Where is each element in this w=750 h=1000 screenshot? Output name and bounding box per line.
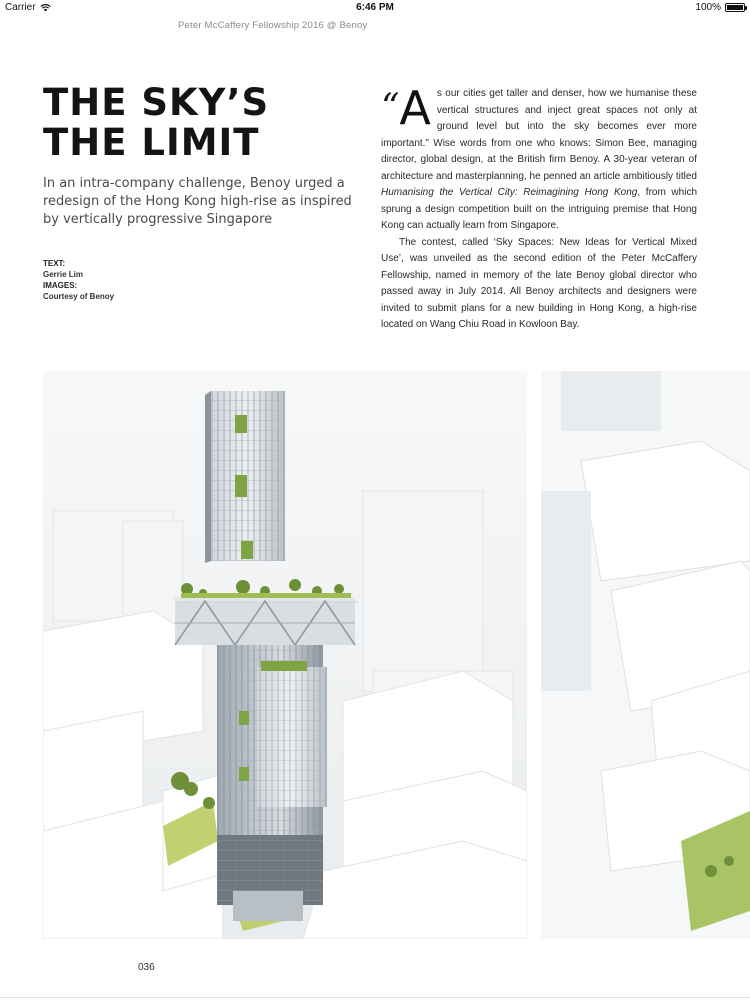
title-line-1: THE SKY’S	[43, 81, 270, 124]
tower-rendering-graphic	[43, 371, 527, 939]
tower-rendering-image	[43, 371, 527, 939]
article-body	[381, 81, 697, 334]
paragraph-2: The contest, called ‘Sky Spaces: New Ideas for Vertical Mixed Use’, was unveiled as the second edition of the Peter McCaffery Fellowship, named in memory of the late Benoy global director who passed away in July 2014. All Benoy architects and designers were invited to submit plans for a new building in Hong Kong, a high-rise located on Wang Chiu Road in Kowloon Bay.	[381, 236, 697, 330]
adjacent-rendering-graphic	[541, 371, 750, 939]
carrier-label: Carrier	[5, 2, 36, 13]
standfirst: In an intra-company challenge, Benoy urged a redesign of the Hong Kong high-rise as inspired by vertically progressive Singapore	[43, 176, 352, 227]
images-credit-label: IMAGES:	[43, 281, 78, 290]
running-head: Peter McCaffery Fellowship 2016 @ Benoy	[178, 20, 368, 31]
article-title	[43, 83, 343, 163]
status-bar	[0, 0, 750, 16]
page-number: 036	[138, 962, 155, 973]
battery-percent: 100%	[695, 2, 721, 13]
text-credit-label: TEXT:	[43, 259, 66, 268]
article-reference-title: Humanising the Vertical City: Reimagining Hong Kong	[381, 187, 638, 198]
text-credit-value: Gerrie Lim	[43, 270, 84, 279]
status-right	[695, 2, 745, 13]
dropcap: “A	[381, 81, 431, 135]
adjacent-page-image	[541, 371, 750, 939]
battery-icon	[725, 3, 745, 12]
title-line-2: THE LIMIT	[43, 121, 260, 164]
page-divider	[0, 997, 750, 998]
status-time: 6:46 PM	[356, 2, 394, 13]
credits	[43, 258, 114, 302]
images-credit-value: Courtesy of Benoy	[43, 292, 115, 301]
paragraph-1: “A s our cities get taller and denser, how we humanise these vertical structures and inject great spaces not only at ground level but into the sky becomes ever more important.” Wise words from one who knows: Simon Bee, managing director, global design, at the British firm Benoy. A 30-year veteran of architecture and masterplanning, he penned an article ambitiously titled Humanising the Vertical City: Reimagining Hong Kong, from which sprung a design competition built on the intriguing premise that Hong Kong can actually learn from Singapore.	[381, 81, 697, 231]
